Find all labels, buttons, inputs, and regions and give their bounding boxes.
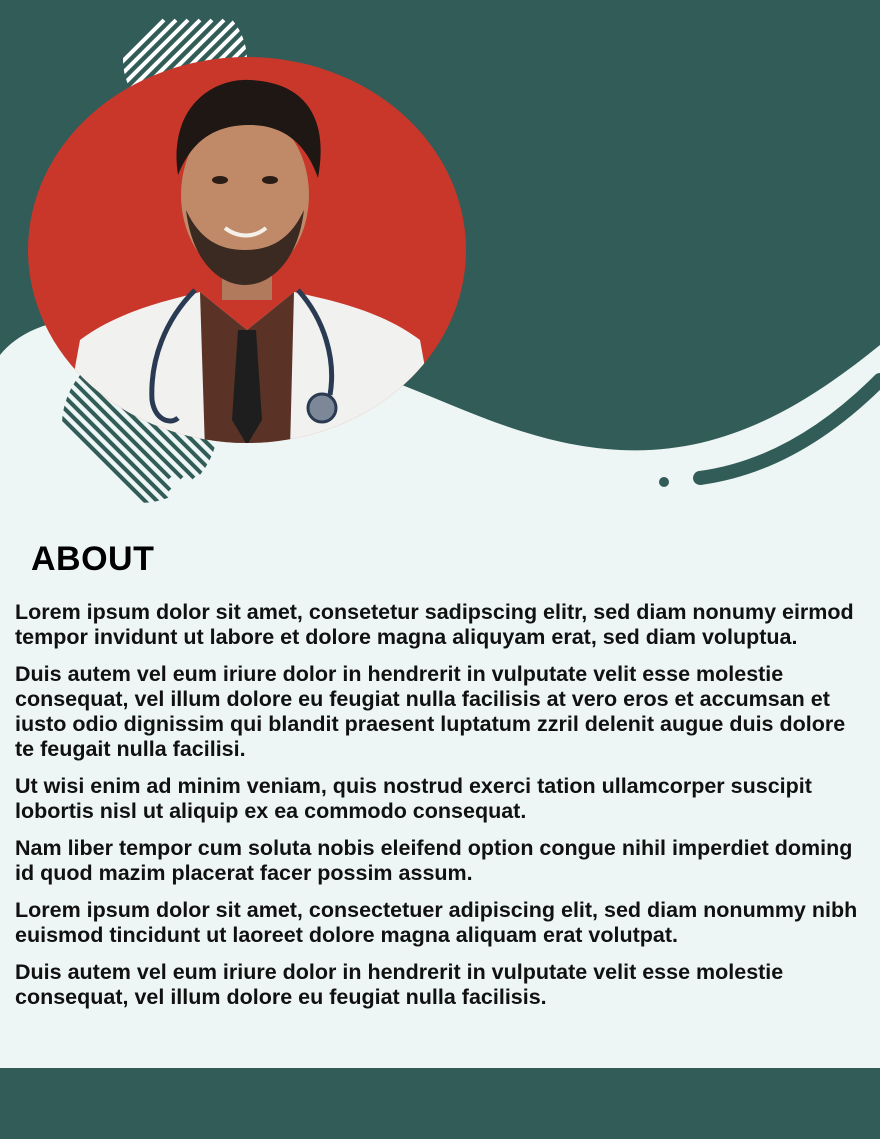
about-paragraph: Duis autem vel eum iriure dolor in hendrerit in vulputate velit esse molestie consequat, vel illum dolore eu feugiat nulla facilisis at vero eros et accumsan et iusto odio dignissim qui blandit praesent luptatum zzril delenit augue duis dolore te feugait nulla facilisi.: [15, 662, 846, 761]
about-heading: ABOUT: [31, 540, 155, 578]
about-paragraph: Ut wisi enim ad minim veniam, quis nostrud exerci tation ullamcorper suscipit lobortis nisl ut aliquip ex ea commodo consequat.: [15, 774, 812, 823]
about-paragraph: Duis autem vel eum iriure dolor in hendrerit in vulputate velit esse molestie consequat, vel illum dolore eu feugiat nulla facilisis.: [15, 960, 784, 1009]
dot-decoration: [659, 477, 669, 487]
about-paragraph: Nam liber tempor cum soluta nobis eleifend option congue nihil imperdiet doming id quod mazim placerat facer possim assum.: [15, 836, 853, 885]
about-paragraph: Lorem ipsum dolor sit amet, consetetur sadipscing elitr, sed diam nonumy eirmod tempor invidunt ut labore et dolore magna aliquyam erat, sed diam voluptua.: [15, 600, 854, 649]
footer-bar: [0, 1068, 880, 1139]
about-body: [15, 600, 865, 1022]
about-paragraph: Lorem ipsum dolor sit amet, consectetuer adipiscing elit, sed diam nonummy nibh euismod tincidunt ut laoreet dolore magna aliquam erat volutpat.: [15, 898, 858, 947]
